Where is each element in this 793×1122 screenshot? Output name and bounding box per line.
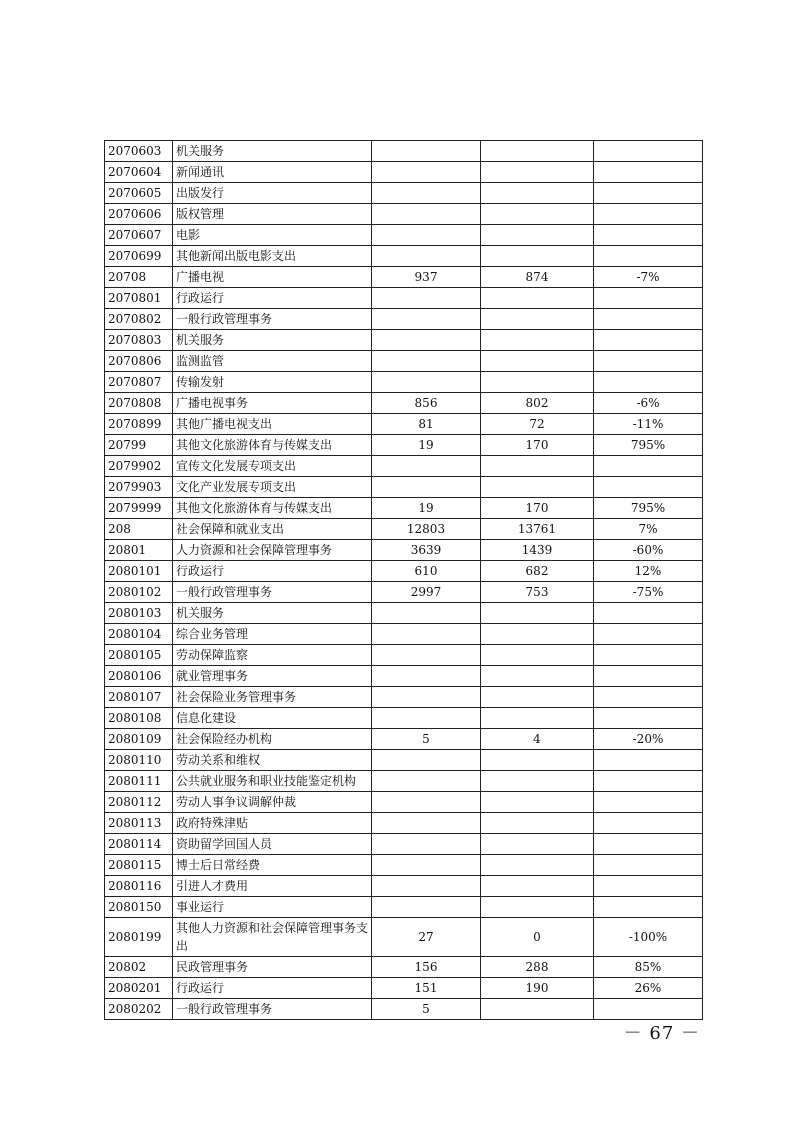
account-name-cell: 事业运行: [173, 897, 372, 918]
account-name-cell: 传输发射: [173, 372, 372, 393]
account-code-cell: 2070801: [105, 288, 173, 309]
prior-amount-cell: [372, 309, 481, 330]
prior-amount-cell: 5: [372, 729, 481, 750]
account-name-cell: 就业管理事务: [173, 666, 372, 687]
table-row: [105, 729, 703, 750]
table-row: [105, 603, 703, 624]
change-percent-cell: [594, 897, 703, 918]
prior-amount-cell: [372, 225, 481, 246]
account-code-cell: 2080110: [105, 750, 173, 771]
prior-amount-cell: 151: [372, 978, 481, 999]
current-amount-cell: [481, 309, 594, 330]
account-name-cell: 其他文化旅游体育与传媒支出: [173, 435, 372, 456]
current-amount-cell: [481, 204, 594, 225]
current-amount-cell: [481, 603, 594, 624]
account-code-cell: 20801: [105, 540, 173, 561]
change-percent-cell: [594, 162, 703, 183]
table-row: [105, 162, 703, 183]
change-percent-cell: [594, 687, 703, 708]
change-percent-cell: [594, 225, 703, 246]
prior-amount-cell: [372, 624, 481, 645]
prior-amount-cell: [372, 351, 481, 372]
table-row: [105, 750, 703, 771]
change-percent-cell: [594, 624, 703, 645]
prior-amount-cell: [372, 708, 481, 729]
change-percent-cell: [594, 477, 703, 498]
account-code-cell: 2080113: [105, 813, 173, 834]
table-row: [105, 561, 703, 582]
current-amount-cell: [481, 834, 594, 855]
change-percent-cell: -7%: [594, 267, 703, 288]
change-percent-cell: [594, 708, 703, 729]
table-row: [105, 918, 703, 957]
account-code-cell: 2070899: [105, 414, 173, 435]
current-amount-cell: [481, 624, 594, 645]
prior-amount-cell: 19: [372, 498, 481, 519]
prior-amount-cell: 81: [372, 414, 481, 435]
account-code-cell: 2080202: [105, 999, 173, 1020]
current-amount-cell: 13761: [481, 519, 594, 540]
table-row: [105, 204, 703, 225]
prior-amount-cell: 5: [372, 999, 481, 1020]
change-percent-cell: 12%: [594, 561, 703, 582]
prior-amount-cell: [372, 645, 481, 666]
account-code-cell: 2070607: [105, 225, 173, 246]
account-name-cell: 综合业务管理: [173, 624, 372, 645]
change-percent-cell: [594, 603, 703, 624]
account-code-cell: 2080115: [105, 855, 173, 876]
current-amount-cell: 72: [481, 414, 594, 435]
current-amount-cell: [481, 330, 594, 351]
change-percent-cell: -20%: [594, 729, 703, 750]
current-amount-cell: 190: [481, 978, 594, 999]
current-amount-cell: [481, 225, 594, 246]
table-row: [105, 855, 703, 876]
account-code-cell: 2080150: [105, 897, 173, 918]
account-name-cell: 引进人才费用: [173, 876, 372, 897]
account-code-cell: 2070699: [105, 246, 173, 267]
account-code-cell: 2079903: [105, 477, 173, 498]
account-code-cell: 2079999: [105, 498, 173, 519]
account-code-cell: 2070606: [105, 204, 173, 225]
change-percent-cell: -100%: [594, 918, 703, 957]
account-code-cell: 2080107: [105, 687, 173, 708]
current-amount-cell: [481, 897, 594, 918]
change-percent-cell: [594, 876, 703, 897]
account-name-cell: 博士后日常经费: [173, 855, 372, 876]
account-code-cell: 2080103: [105, 603, 173, 624]
change-percent-cell: [594, 246, 703, 267]
account-code-cell: 2080116: [105, 876, 173, 897]
change-percent-cell: [594, 855, 703, 876]
account-code-cell: 208: [105, 519, 173, 540]
account-code-cell: 2080201: [105, 978, 173, 999]
change-percent-cell: [594, 771, 703, 792]
change-percent-cell: -60%: [594, 540, 703, 561]
change-percent-cell: [594, 330, 703, 351]
prior-amount-cell: 856: [372, 393, 481, 414]
account-name-cell: 一般行政管理事务: [173, 999, 372, 1020]
account-name-cell: 人力资源和社会保障管理事务: [173, 540, 372, 561]
budget-table-body: [105, 141, 703, 1020]
prior-amount-cell: [372, 876, 481, 897]
account-name-cell: 广播电视: [173, 267, 372, 288]
prior-amount-cell: [372, 246, 481, 267]
table-row: [105, 183, 703, 204]
account-name-cell: 宣传文化发展专项支出: [173, 456, 372, 477]
table-row: [105, 582, 703, 603]
account-code-cell: 2080108: [105, 708, 173, 729]
account-code-cell: 2080105: [105, 645, 173, 666]
change-percent-cell: -75%: [594, 582, 703, 603]
table-row: [105, 792, 703, 813]
current-amount-cell: [481, 183, 594, 204]
account-name-cell: 一般行政管理事务: [173, 582, 372, 603]
account-code-cell: 2080102: [105, 582, 173, 603]
account-name-cell: 资助留学回国人员: [173, 834, 372, 855]
table-row: [105, 813, 703, 834]
account-code-cell: 2080112: [105, 792, 173, 813]
current-amount-cell: [481, 246, 594, 267]
account-name-cell: 社会保险经办机构: [173, 729, 372, 750]
change-percent-cell: -6%: [594, 393, 703, 414]
account-name-cell: 行政运行: [173, 561, 372, 582]
table-row: [105, 498, 703, 519]
change-percent-cell: [594, 309, 703, 330]
account-name-cell: 劳动关系和维权: [173, 750, 372, 771]
prior-amount-cell: 3639: [372, 540, 481, 561]
current-amount-cell: 753: [481, 582, 594, 603]
current-amount-cell: [481, 750, 594, 771]
current-amount-cell: [481, 141, 594, 162]
change-percent-cell: [594, 183, 703, 204]
prior-amount-cell: [372, 456, 481, 477]
current-amount-cell: [481, 288, 594, 309]
table-row: [105, 414, 703, 435]
current-amount-cell: 4: [481, 729, 594, 750]
account-name-cell: 公共就业服务和职业技能鉴定机构: [173, 771, 372, 792]
change-percent-cell: [594, 999, 703, 1020]
account-name-cell: 行政运行: [173, 978, 372, 999]
prior-amount-cell: 27: [372, 918, 481, 957]
change-percent-cell: [594, 666, 703, 687]
table-row: [105, 477, 703, 498]
table-row: [105, 708, 703, 729]
change-percent-cell: [594, 351, 703, 372]
account-name-cell: 机关服务: [173, 603, 372, 624]
table-row: [105, 309, 703, 330]
prior-amount-cell: [372, 666, 481, 687]
current-amount-cell: [481, 456, 594, 477]
account-name-cell: 新闻通讯: [173, 162, 372, 183]
table-row: [105, 834, 703, 855]
change-percent-cell: 795%: [594, 435, 703, 456]
current-amount-cell: 1439: [481, 540, 594, 561]
account-name-cell: 机关服务: [173, 141, 372, 162]
table-row: [105, 267, 703, 288]
prior-amount-cell: [372, 330, 481, 351]
account-code-cell: 20799: [105, 435, 173, 456]
account-name-cell: 其他广播电视支出: [173, 414, 372, 435]
current-amount-cell: [481, 351, 594, 372]
account-name-cell: 信息化建设: [173, 708, 372, 729]
table-row: [105, 246, 703, 267]
prior-amount-cell: [372, 813, 481, 834]
table-row: [105, 141, 703, 162]
change-percent-cell: [594, 204, 703, 225]
current-amount-cell: 0: [481, 918, 594, 957]
current-amount-cell: [481, 813, 594, 834]
change-percent-cell: [594, 288, 703, 309]
current-amount-cell: 682: [481, 561, 594, 582]
account-name-cell: 出版发行: [173, 183, 372, 204]
account-name-cell: 机关服务: [173, 330, 372, 351]
table-row: [105, 456, 703, 477]
account-name-cell: 版权管理: [173, 204, 372, 225]
account-code-cell: 2080101: [105, 561, 173, 582]
account-name-cell: 文化产业发展专项支出: [173, 477, 372, 498]
current-amount-cell: [481, 708, 594, 729]
change-percent-cell: 7%: [594, 519, 703, 540]
account-name-cell: 社会保障和就业支出: [173, 519, 372, 540]
table-row: [105, 288, 703, 309]
account-name-cell: 其他人力资源和社会保障管理事务支出: [173, 918, 372, 957]
account-code-cell: 2070803: [105, 330, 173, 351]
prior-amount-cell: 19: [372, 435, 481, 456]
account-code-cell: 2080114: [105, 834, 173, 855]
change-percent-cell: 795%: [594, 498, 703, 519]
current-amount-cell: [481, 855, 594, 876]
account-code-cell: 2070807: [105, 372, 173, 393]
change-percent-cell: [594, 645, 703, 666]
prior-amount-cell: 2997: [372, 582, 481, 603]
account-name-cell: 一般行政管理事务: [173, 309, 372, 330]
prior-amount-cell: [372, 792, 481, 813]
prior-amount-cell: [372, 204, 481, 225]
table-row: [105, 771, 703, 792]
account-name-cell: 劳动人事争议调解仲裁: [173, 792, 372, 813]
table-row: [105, 351, 703, 372]
account-name-cell: 广播电视事务: [173, 393, 372, 414]
account-name-cell: 其他文化旅游体育与传媒支出: [173, 498, 372, 519]
table-row: [105, 999, 703, 1020]
prior-amount-cell: [372, 855, 481, 876]
account-code-cell: 2080106: [105, 666, 173, 687]
current-amount-cell: [481, 999, 594, 1020]
table-row: [105, 393, 703, 414]
account-code-cell: 2079902: [105, 456, 173, 477]
prior-amount-cell: [372, 834, 481, 855]
table-row: [105, 645, 703, 666]
prior-amount-cell: 610: [372, 561, 481, 582]
change-percent-cell: [594, 456, 703, 477]
prior-amount-cell: 156: [372, 957, 481, 978]
table-row: [105, 330, 703, 351]
change-percent-cell: [594, 372, 703, 393]
prior-amount-cell: [372, 183, 481, 204]
prior-amount-cell: [372, 603, 481, 624]
prior-amount-cell: [372, 750, 481, 771]
account-code-cell: 2070604: [105, 162, 173, 183]
account-code-cell: 20802: [105, 957, 173, 978]
account-code-cell: 2080111: [105, 771, 173, 792]
current-amount-cell: [481, 792, 594, 813]
prior-amount-cell: [372, 162, 481, 183]
change-percent-cell: [594, 834, 703, 855]
table-row: [105, 957, 703, 978]
change-percent-cell: -11%: [594, 414, 703, 435]
current-amount-cell: [481, 372, 594, 393]
budget-table: [104, 140, 703, 1020]
account-name-cell: 电影: [173, 225, 372, 246]
prior-amount-cell: [372, 288, 481, 309]
table-row: [105, 435, 703, 456]
account-code-cell: 2080109: [105, 729, 173, 750]
prior-amount-cell: [372, 477, 481, 498]
account-code-cell: 2070802: [105, 309, 173, 330]
table-row: [105, 540, 703, 561]
table-row: [105, 225, 703, 246]
table-row: [105, 666, 703, 687]
prior-amount-cell: [372, 372, 481, 393]
current-amount-cell: [481, 687, 594, 708]
current-amount-cell: [481, 876, 594, 897]
change-percent-cell: 85%: [594, 957, 703, 978]
prior-amount-cell: 937: [372, 267, 481, 288]
current-amount-cell: 170: [481, 435, 594, 456]
current-amount-cell: 802: [481, 393, 594, 414]
table-row: [105, 624, 703, 645]
account-name-cell: 社会保险业务管理事务: [173, 687, 372, 708]
table-row: [105, 876, 703, 897]
change-percent-cell: [594, 792, 703, 813]
current-amount-cell: [481, 645, 594, 666]
account-name-cell: 监测监管: [173, 351, 372, 372]
account-name-cell: 行政运行: [173, 288, 372, 309]
table-row: [105, 978, 703, 999]
account-code-cell: 20708: [105, 267, 173, 288]
account-name-cell: 政府特殊津贴: [173, 813, 372, 834]
table-row: [105, 687, 703, 708]
prior-amount-cell: [372, 687, 481, 708]
table-row: [105, 372, 703, 393]
current-amount-cell: [481, 666, 594, 687]
change-percent-cell: [594, 141, 703, 162]
account-code-cell: 2080199: [105, 918, 173, 957]
prior-amount-cell: [372, 141, 481, 162]
change-percent-cell: 26%: [594, 978, 703, 999]
current-amount-cell: [481, 771, 594, 792]
current-amount-cell: 288: [481, 957, 594, 978]
prior-amount-cell: [372, 897, 481, 918]
account-name-cell: 民政管理事务: [173, 957, 372, 978]
account-name-cell: 劳动保障监察: [173, 645, 372, 666]
account-code-cell: 2070806: [105, 351, 173, 372]
account-code-cell: 2070808: [105, 393, 173, 414]
account-code-cell: 2070605: [105, 183, 173, 204]
prior-amount-cell: [372, 771, 481, 792]
current-amount-cell: 170: [481, 498, 594, 519]
prior-amount-cell: 12803: [372, 519, 481, 540]
change-percent-cell: [594, 750, 703, 771]
account-name-cell: 其他新闻出版电影支出: [173, 246, 372, 267]
current-amount-cell: 874: [481, 267, 594, 288]
current-amount-cell: [481, 477, 594, 498]
current-amount-cell: [481, 162, 594, 183]
table-row: [105, 897, 703, 918]
change-percent-cell: [594, 813, 703, 834]
table-row: [105, 519, 703, 540]
account-code-cell: 2080104: [105, 624, 173, 645]
page-number: － 67 －: [623, 1023, 700, 1044]
account-code-cell: 2070603: [105, 141, 173, 162]
